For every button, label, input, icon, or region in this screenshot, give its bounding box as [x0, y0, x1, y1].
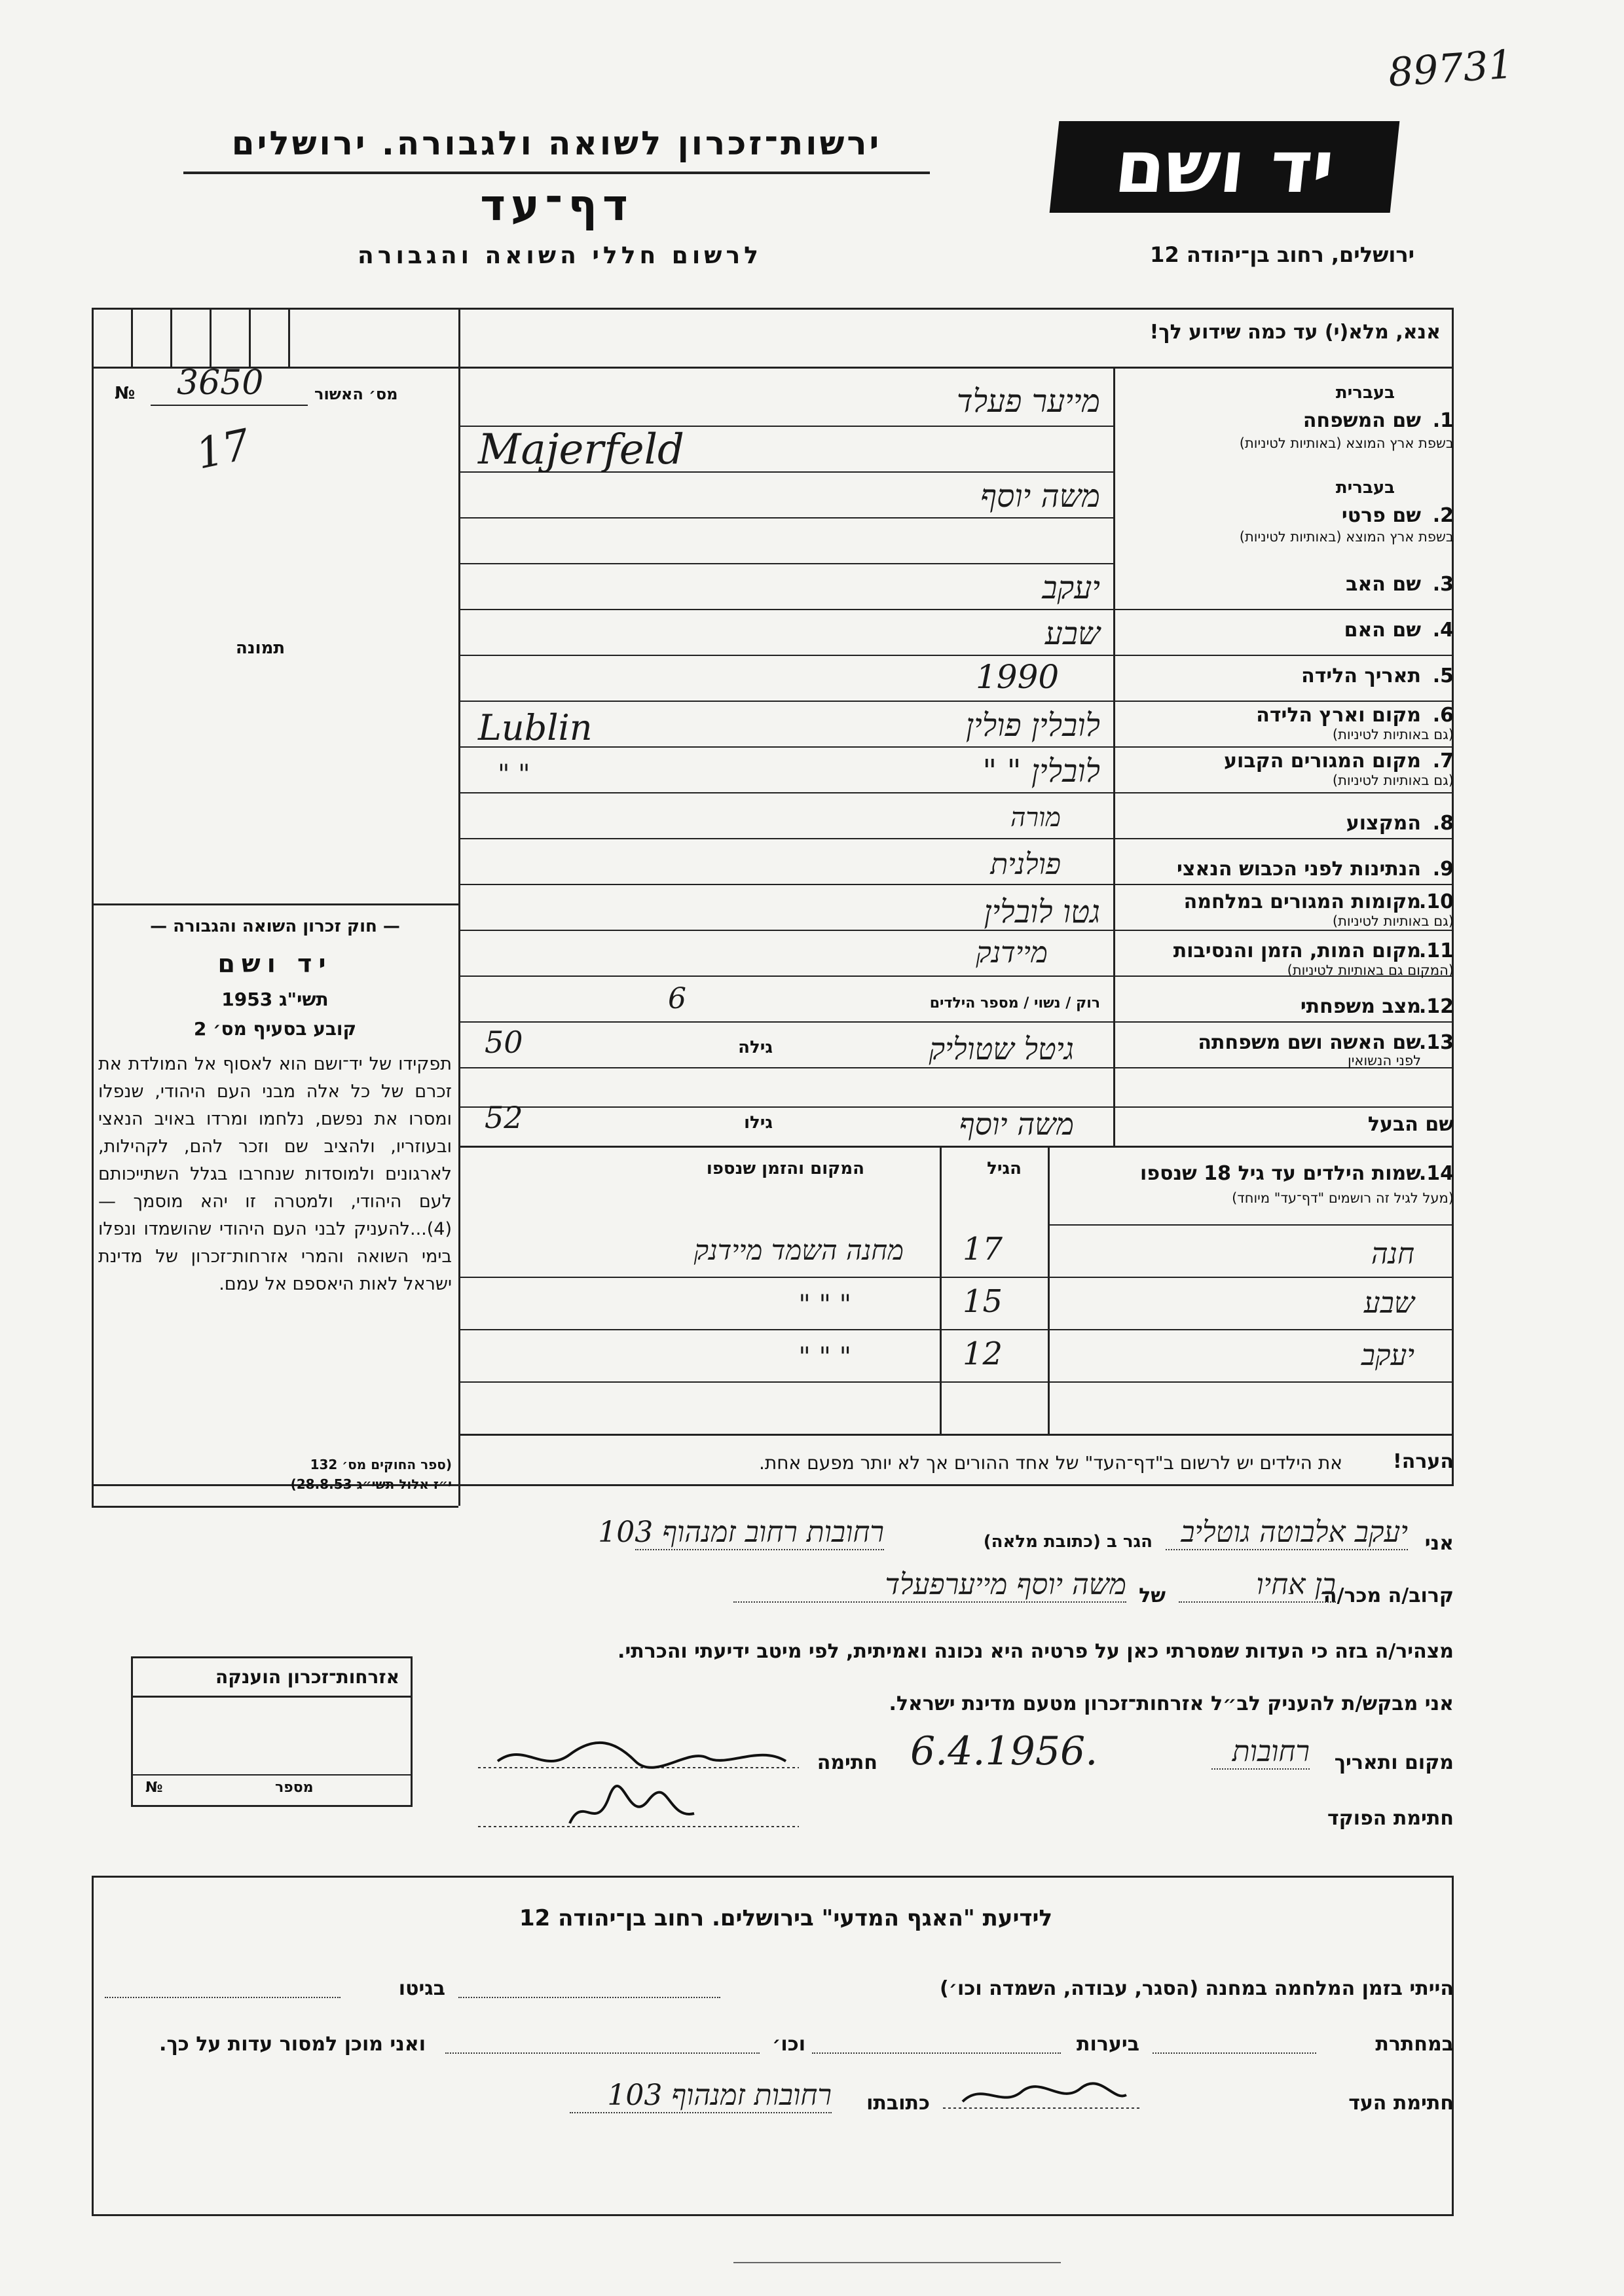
- field-2-sub: בשפת ארץ המוצא (באותיות לטיניות): [1239, 529, 1454, 545]
- bottom-addr-value: רחובות זמנהוף 103: [570, 2079, 832, 2113]
- decl-of-label: של: [1139, 1584, 1166, 1607]
- decl-place-date-label: מקום ותאריך: [1334, 1751, 1454, 1774]
- decl-resides-label: הגר ב (כתובת מלאה): [983, 1532, 1153, 1552]
- field-12-status-opts: רוק / נשוי / מספר הילדים: [929, 995, 1100, 1011]
- field-10-sub: (גם באותיות לטיניות): [1332, 913, 1454, 929]
- decl-official-label: חתימת הפוקד: [1327, 1807, 1454, 1830]
- field-3-num: 3.: [1432, 573, 1454, 596]
- field-2-tag: בעברית: [1335, 478, 1395, 498]
- field-5-value: 1990: [976, 658, 1060, 696]
- field-7-sub: (גם באותיות לטיניות): [1332, 773, 1454, 788]
- witness-signature: [471, 1735, 812, 1781]
- decl-statement: מצהיר/ה בזה כי העדות שמסרתי כאן על פרטיה היא נכונה ואמיתית, לפי מיטב ידיעתי והכרתי.: [618, 1640, 1454, 1663]
- decl-of-value: משה יוסף מייערפעלד: [733, 1568, 1126, 1603]
- field-13-age: 50: [485, 1025, 523, 1060]
- bottom-witness-signature: [943, 2075, 1139, 2115]
- field-10-num: 10.: [1418, 890, 1454, 913]
- decl-witness-name: יעקב אלבוטה גוטליב: [1166, 1516, 1408, 1550]
- note-label: הערה!: [1393, 1450, 1454, 1473]
- field-11-value: מיידנק: [976, 936, 1048, 970]
- decl-i-label: אני: [1424, 1532, 1454, 1555]
- field-11-sub: (המקום גם באותיות לטיניות): [1287, 962, 1454, 978]
- field-6-latin: Lublin: [478, 707, 593, 748]
- yad-vashem-logo: יד ושם: [1050, 121, 1400, 213]
- child-1-name: חנה: [1371, 1237, 1414, 1271]
- citizenship-num-label: מספר: [275, 1779, 314, 1796]
- field-6-num: 6.: [1432, 704, 1454, 727]
- husband-age: 52: [485, 1100, 523, 1135]
- field-8-value: מורה: [1010, 803, 1061, 833]
- decl-relation: בן אחיו: [1179, 1568, 1336, 1603]
- field-3-value: יעקב: [1042, 570, 1100, 606]
- field-12-value: 6: [668, 982, 686, 1015]
- field-8-num: 8.: [1432, 812, 1454, 835]
- field-4-value: שבע: [1044, 615, 1100, 652]
- law-body: תפקידו של יד־ושם הוא לאסוף אל המולדת את זכרם של כל אלה מבני העם היהודי, שנפלו ומסרו את נפשם, נלחמו ומרדו באויב הנאצי ובעוזריו, ולהציב שם וזכר להם, לקהילות, לארגונים ולמוסדות שנחרבו בגלל השתייכותם לעם היהודי, ולמטרה זו יהא מוסמך — (4)...להעניק לבני העם היהודי שהושמדו ונפלו בימי השואה והמרי אזרחות־זכרון של מדינת ישראל לאות היאספם אל עמם.: [98, 1054, 452, 1294]
- citizenship-title: אזרחות־זכרון הוענקה: [215, 1666, 399, 1688]
- field-11-num: 11.: [1418, 939, 1454, 962]
- field-10-label: מקומות המגורים במלחמה: [1183, 890, 1421, 913]
- field-9-num: 9.: [1432, 858, 1454, 881]
- field-2-num: 2.: [1432, 504, 1454, 527]
- field-13-label: שם האשה ושם משפחתה: [1198, 1031, 1421, 1054]
- bottom-line1: הייתי בזמן המלחמה במחנה (הסגר, עבודה, השמדה וכו׳): [940, 1977, 1454, 2000]
- approval-no-symbol: №: [115, 384, 136, 403]
- decl-place: רחובות: [1211, 1735, 1310, 1770]
- child-1-place: מחנה השמד מיידנק: [693, 1234, 904, 1266]
- field-7-latin: " ": [498, 759, 530, 790]
- approval-mark: 17: [192, 420, 255, 479]
- field-5-label: תאריך הלידה: [1301, 665, 1421, 687]
- approval-label: מס׳ האשור: [314, 385, 398, 403]
- org-line: ירשות־זכרון לשואה ולגבורה. ירושלים: [231, 124, 882, 162]
- field-5-num: 5.: [1432, 665, 1454, 687]
- bottom-addr-label: כתובתו: [866, 2092, 930, 2115]
- field-2-hebrew: משה יוסף: [980, 478, 1100, 515]
- bottom-line2a: במחתרת: [1375, 2033, 1454, 2056]
- field-12-num: 12.: [1418, 995, 1454, 1018]
- bottom-heading: לידיעת "האגף המדעי" בירושלים. רחוב בן־יהודה 12: [519, 1905, 1053, 1931]
- field-13-age-label: גילה: [738, 1038, 773, 1057]
- field-8-label: המקצוע: [1346, 812, 1421, 835]
- decl-request: אני מבקש/ת להעניק לב״ל אזרחות־זכרון מטעם מדינת ישראל.: [889, 1692, 1454, 1715]
- field-1-sub: בשפת ארץ המוצא (באותיות לטיניות): [1239, 435, 1454, 451]
- children-num: 14.: [1418, 1162, 1454, 1185]
- child-3-place: " " ": [798, 1342, 851, 1372]
- decl-relative-label: קרוב/ה מכר/ה: [1323, 1584, 1454, 1607]
- law-ref1: (ספר החוקים מס׳ 132: [310, 1457, 452, 1472]
- field-11-label: מקום המות, הזמן והנסיבות: [1173, 939, 1421, 962]
- decl-address: רחובות רחוב זמנהוף 103: [598, 1516, 884, 1549]
- field-7-value: לובלין " ": [982, 753, 1100, 790]
- field-7-num: 7.: [1432, 750, 1454, 773]
- note-text: את הילדים יש לרשום ב"דף־העד" של אחד ההורים אך לא יותר מפעם אחת.: [758, 1452, 1342, 1474]
- field-13-num: 13.: [1418, 1031, 1454, 1054]
- bottom-line1-end: בגיטו: [398, 1977, 445, 2000]
- children-col-place: המקום והזמן שנספו: [706, 1159, 864, 1178]
- field-9-label: הנתינות לפני הכבוש הנאצי: [1177, 858, 1421, 881]
- child-2-age: 15: [963, 1283, 1003, 1320]
- plea-text: אנא, מלא(י) עד כמה שידוע לך!: [1149, 321, 1441, 344]
- law-year: תשי"ג 1953: [221, 989, 329, 1010]
- decl-date: 6.4.1956.: [910, 1728, 1098, 1774]
- law-ref2: י״ז אלול תשי״ג 28.8.53): [290, 1476, 452, 1492]
- field-6-value: לובלין פולין: [965, 707, 1100, 744]
- field-1-tag: בעברית: [1335, 383, 1395, 403]
- children-col-age: הגיל: [987, 1159, 1022, 1178]
- bottom-line2-end: ואני מוכן למסור עדות על כך.: [159, 2033, 426, 2056]
- children-sub: (מעל לגיל זה רושמים "דף־עד" מיוחד): [1232, 1190, 1454, 1206]
- field-13-sub: לפני הנשואין: [1347, 1053, 1421, 1068]
- children-heading: שמות הילדים עד גיל 18 שנספו: [1140, 1162, 1421, 1185]
- child-3-name: יעקב: [1361, 1339, 1414, 1372]
- field-1-latin: Majerfeld: [478, 426, 684, 474]
- child-2-place: " " ": [798, 1290, 851, 1320]
- field-2-label: שם פרטי: [1341, 504, 1421, 527]
- child-3-age: 12: [963, 1336, 1003, 1372]
- field-4-label: שם האם: [1344, 619, 1421, 642]
- husband-label: שם הבעל: [1367, 1113, 1454, 1136]
- child-1-age: 17: [963, 1231, 1003, 1267]
- page-title: דף־עד: [480, 180, 633, 230]
- field-1-hebrew: מייער פעלד: [956, 383, 1100, 420]
- child-2-name: שבע: [1363, 1286, 1414, 1320]
- field-12-label: מצב משפחתי: [1300, 995, 1421, 1018]
- field-7-label: מקום המגורים הקבוע: [1224, 750, 1421, 773]
- law-section: קובע בסעיף מס׳ 2: [193, 1018, 357, 1040]
- field-9-value: פולנית: [990, 848, 1061, 881]
- law-title: — חוק זכרון השואה והגבורה —: [150, 917, 400, 936]
- law-name: יד ושם: [217, 949, 333, 978]
- husband-age-label: גילו: [744, 1113, 773, 1133]
- field-6-label: מקום וארץ הלידה: [1256, 704, 1421, 727]
- decl-signature-label: חתימה: [817, 1751, 877, 1774]
- approval-number: 3650: [177, 363, 264, 403]
- official-signature: [471, 1781, 812, 1840]
- field-6-sub: (גם באותיות לטיניות): [1332, 727, 1454, 742]
- field-1-num: 1.: [1432, 409, 1454, 432]
- field-13-value: גיטל שטוליק: [929, 1031, 1074, 1066]
- field-1-label: שם המשפחה: [1302, 409, 1421, 432]
- bottom-line2b: ביערות: [1077, 2033, 1139, 2056]
- address-line: ירושלים, רחוב בן־יהודה 12: [1150, 242, 1414, 267]
- husband-value: משה יוסף: [959, 1106, 1074, 1142]
- serial-number: 89731: [1386, 41, 1515, 96]
- citizenship-num-symbol: №: [145, 1779, 163, 1796]
- page-subtitle: לרשום חללי השואה והגבורה: [358, 242, 762, 269]
- bottom-line2c: וכו׳: [772, 2033, 805, 2056]
- field-10-value: גטו לובלין: [984, 894, 1100, 930]
- field-4-num: 4.: [1432, 619, 1454, 642]
- field-3-label: שם האב: [1346, 573, 1421, 596]
- photo-label: תמונה: [236, 638, 286, 658]
- bottom-sig-label: חתימת העד: [1348, 2092, 1454, 2115]
